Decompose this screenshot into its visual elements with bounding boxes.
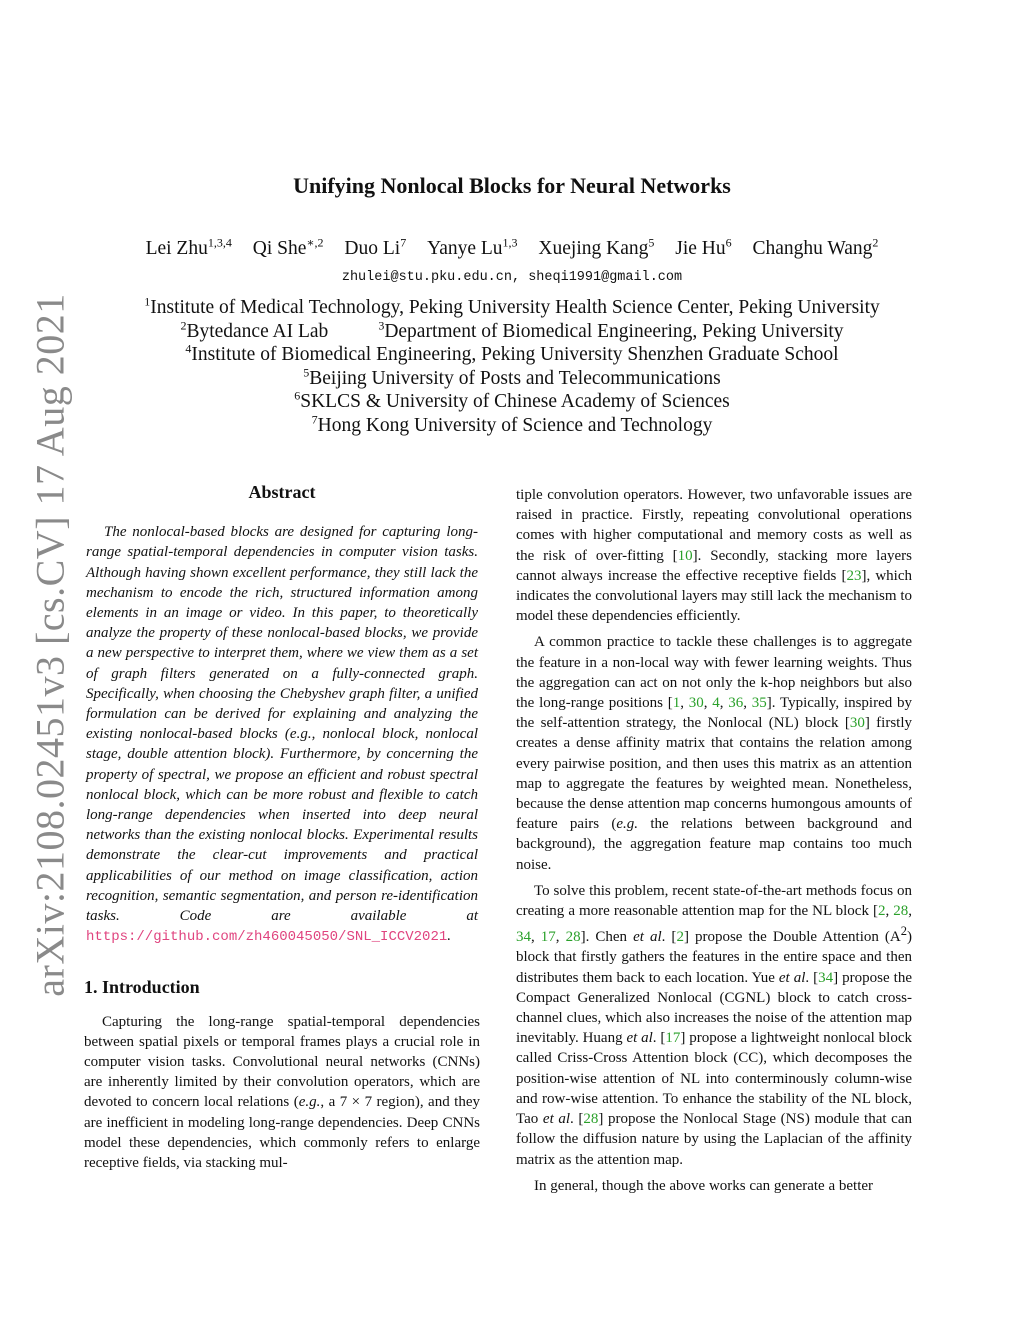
abstract-heading: Abstract (248, 482, 316, 502)
affiliation: $^2$Bytedance AI Lab $^3$Department of Biomedical Engineering, Peking University (180, 318, 844, 342)
section-heading-introduction: 1. Introduction (84, 977, 200, 998)
left-column (84, 482, 480, 1179)
citation-link[interactable]: 28 (893, 903, 909, 920)
affiliation: $^5$Beijing University of Posts and Telecommunications (303, 365, 721, 389)
arxiv-identifier: arXiv:2108.02451v3 [cs.CV] 17 Aug 2021 (27, 293, 73, 997)
affiliation: $^6$SKLCS & University of Chinese Academy of Sciences (294, 388, 730, 412)
citation-link[interactable]: 2 (676, 929, 684, 946)
author-name: Qi She$^{∗,2}$ (252, 235, 324, 259)
citation-link[interactable]: 10 (677, 547, 693, 564)
author-name: Jie Hu$^6$ (675, 235, 732, 259)
author-list (0, 235, 1024, 260)
author-name: Yanye Lu$^{1,3}$ (427, 235, 518, 259)
code-link[interactable]: https://github.com/zh460045050/SNL_ICCV2021 (86, 929, 448, 946)
author-name: Lei Zhu$^{1,3,4}$ (145, 235, 232, 259)
citation-link[interactable]: 2 (877, 903, 886, 920)
paper-title: Unifying Nonlocal Blocks for Neural Networks (293, 173, 731, 198)
citation-link[interactable]: 36 (728, 695, 744, 712)
citation-link[interactable]: 17 (540, 929, 556, 946)
affiliation-list (0, 296, 1024, 437)
affiliation: $^7$Hong Kong University of Science and Technology (311, 412, 713, 436)
citation-link[interactable]: 30 (688, 695, 704, 712)
citation-link[interactable]: 17 (665, 1030, 681, 1047)
citation-link[interactable]: 35 (751, 695, 767, 712)
citation-link[interactable]: 4 (712, 695, 720, 712)
citation-link[interactable]: 28 (583, 1111, 599, 1128)
intro-paragraph: Capturing the long-range spatial-temporal dependencies between spatial pixels or temporal frames plays a crucial role in computer vision tasks. Convolutional neural networks (CNNs) are inherently limited by their convolution operators, which are devoted to concern local relations (e.g., a 7 × 7 region), and they are inefficient in modeling long-range dependencies. Deep CNNs model these dependencies, which commonly refers to enlarge receptive fields, via stacking mul- (84, 1013, 480, 1172)
body-paragraph: To solve this problem, recent state-of-the-art methods focus on creating a more reasonable attention map for the NL block [2, 28, 34, 17, 28]. Chen et al. [2] propose the Double Attention $(A^2)$ block that firstly gathers the features in the entire space and then distributes them back to each location. Yue et al. [34] propose the Compact Generalized Nonlocal (CGNL) block to catch cross-channel clues, which also increases the noise of the attention map inevitably. Huang et al. [17] propose a lightweight nonlocal block called Criss-Cross Attention block (CC), which decomposes the position-wise attention of NL into conterminously column-wise and row-wise attention. To enhance the stability of the NL block, Tao et al. [28] propose the Nonlocal Stage (NS) module that can follow the diffusion nature by using the Laplacian of the affinity matrix as the attention map. (516, 882, 913, 1168)
author-emails: zhulei@stu.pku.edu.cn, sheqi1991@gmail.com (341, 270, 683, 285)
affiliation: $^4$Institute of Biomedical Engineering, Peking University Shenzhen Graduate School (185, 341, 839, 365)
citation-link[interactable]: 34 (818, 969, 834, 986)
citation-link[interactable]: 30 (849, 715, 865, 732)
citation-link[interactable]: 23 (846, 567, 862, 584)
body-paragraph: tiple convolution operators. However, two unfavorable issues are raised in practice. Firstly, repeating convolutional operations comes with higher computational and memory costs as well as the risk of over-fitting [10]. Secondly, stacking more layers cannot always increase the effective receptive fields [23], which indicates the convolutional layers may still lack the mechanism to model these dependencies efficiently. (516, 487, 913, 625)
body-paragraph: In general, though the above works can generate a better (534, 1177, 874, 1194)
citation-link[interactable]: 28 (565, 929, 581, 946)
author-name: Changhu Wang$^2$ (752, 235, 879, 259)
author-name: Duo Li$^7$ (344, 235, 407, 259)
author-name: Xuejing Kang$^5$ (538, 235, 655, 259)
affiliation: $^1$Institute of Medical Technology, Peking University Health Science Center, Peking University (144, 294, 880, 318)
body-paragraph: A common practice to tackle these challenges is to aggregate the feature in a non-local way with fewer learning weights. Thus the aggregation can act on not only the k-hop neighbors but also the long-range positions [1, 30, 4, 36, 35]. Typically, inspired by the self-attention strategy, the Nonlocal (NL) block [30] firstly creates a dense affinity matrix that contains the relation among every pairwise position, and then uses this matrix as an attention map to aggregate the features by weighted mean. Nonetheless, because the dense attention map concerns humongous amounts of feature pairs (e.g. the relations between background and background), the aggregation feature map contains too much noise. (516, 634, 912, 873)
citation-link[interactable]: 1 (672, 695, 681, 712)
right-column (516, 485, 912, 1202)
citation-link[interactable]: 34 (516, 929, 531, 946)
abstract-text: The nonlocal-based blocks are designed for capturing long-range spatial-temporal dependencies in computer vision tasks. Although having shown excellent performance, they still lack the mechanism to encode the rich, structured information among elements in an image or video. In this paper, to theoretically analyze the property of these nonlocal-based blocks, we provide a new perspective to interpret them, where we view them as a set of graph filters generated on a fully-connected graph. Specifically, when choosing the Chebyshev graph filter, a unified formulation can be derived for explaining and analyzing the existing nonlocal-based blocks (e.g., nonlocal block, nonlocal stage, double attention block). Furthermore, by concerning the property of spectral, we propose an efficient and robust spectral nonlocal block, which can be more robust and flexible to catch long-range dependencies when inserted into deep neural networks than the existing nonlocal blocks. Experimental results demonstrate the clear-cut improvements and practical applicabilities of our method on image classification, action recognition, semantic segmentation, and person re-identification tasks. Code are available at https://github.com/zh460045050/SNL_ICCV2021. (86, 524, 478, 946)
